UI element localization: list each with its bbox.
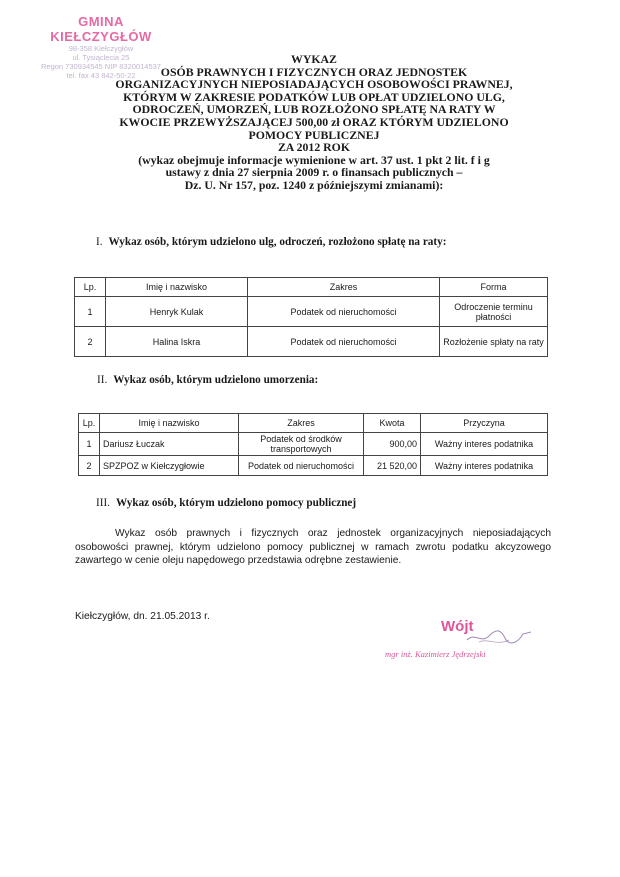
- cell-forma: Odroczenie terminu płatności: [440, 297, 548, 327]
- section-1-heading: [96, 236, 446, 248]
- handwritten-signature-icon: [465, 626, 535, 648]
- cell-lp: 2: [75, 327, 106, 357]
- cell-przyczyna: Ważny interes podatnika: [421, 433, 548, 456]
- title-line: KWOCIE PRZEWYŻSZAJĄCEJ 500,00 zł ORAZ KTÓRYM UDZIELONO: [119, 114, 509, 129]
- relief-table: [74, 277, 548, 357]
- document-title: [70, 53, 558, 192]
- place-date: Kiełczygłów, dn. 21.05.2013 r.: [75, 611, 210, 622]
- cell-kwota: 900,00: [364, 433, 421, 456]
- table-header-row: [79, 414, 548, 433]
- cell-forma: Rozłożenie spłaty na raty: [440, 327, 548, 357]
- cell-name: Halina Iskra: [106, 327, 248, 357]
- section-title: Wykaz osób, którym udzielono umorzenia:: [113, 374, 319, 386]
- section-2-heading: [97, 374, 318, 386]
- cell-name: SPZPOZ w Kiełczygłowie: [100, 456, 239, 476]
- stamp-name: GMINA KIEŁCZYGŁÓW: [50, 14, 152, 44]
- section-3-paragraph: Wykaz osób prawnych i fizycznych oraz jednostek organizacyjnych nieposiadających osobowości prawnej, którym udzielono pomocy publicznej w ramach zwrotu podatku akcyzowego zawartego w cenie oleju napędowego przedstawia odrębne zestawienie.: [75, 528, 551, 566]
- stamp-line: ul. Tysiąclecia 25: [72, 53, 130, 62]
- table-row: [79, 433, 548, 456]
- section-number: I.: [96, 236, 103, 248]
- column-header: Zakres: [239, 414, 364, 433]
- stamp-line: 98-358 Kiełczygłów: [68, 44, 134, 53]
- cell-lp: 2: [79, 456, 100, 476]
- title-line: Dz. U. Nr 157, poz. 1240 z późniejszymi zmianami):: [184, 177, 444, 192]
- title-line: KTÓRYM W ZAKRESIE PODATKÓW LUB OPŁAT UDZIELONO ULG,: [123, 89, 505, 104]
- column-header: Kwota: [364, 414, 421, 433]
- remission-table: [78, 413, 548, 476]
- cell-name: Henryk Kulak: [106, 297, 248, 327]
- table-row: [75, 327, 548, 357]
- column-header: Forma: [440, 278, 548, 297]
- stamp-line: tel. fax 43 842-50-22: [66, 71, 136, 80]
- signature-person: mgr inż. Kazimierz Jędrzejski: [385, 649, 486, 659]
- column-header: Przyczyna: [421, 414, 548, 433]
- column-header: Zakres: [248, 278, 440, 297]
- title-line: POMOCY PUBLICZNEJ: [248, 127, 380, 142]
- section-title: Wykaz osób, którym udzielono ulg, odroczeń, rozłożono spłatę na raty:: [108, 236, 447, 248]
- cell-kwota: 21 520,00: [364, 456, 421, 476]
- cell-zakres: Podatek od nieruchomości: [248, 297, 440, 327]
- column-header: Imię i nazwisko: [100, 414, 239, 433]
- column-header: Imię i nazwisko: [106, 278, 248, 297]
- cell-zakres: Podatek od środków transportowych: [239, 433, 364, 456]
- table-header-row: [75, 278, 548, 297]
- title-line: ustawy z dnia 27 sierpnia 2009 r. o finansach publicznych –: [165, 165, 463, 180]
- cell-lp: 1: [75, 297, 106, 327]
- title-line: OSÓB PRAWNYCH I FIZYCZNYCH ORAZ JEDNOSTEK: [160, 64, 468, 79]
- table-row: [79, 456, 548, 476]
- cell-name: Dariusz Łuczak: [100, 433, 239, 456]
- cell-lp: 1: [79, 433, 100, 456]
- title-line: ZA 2012 ROK: [277, 140, 351, 155]
- cell-przyczyna: Ważny interes podatnika: [421, 456, 548, 476]
- section-3-heading: [96, 497, 356, 509]
- stamp-line: Regon 730934545 NIP 8320014537: [41, 62, 161, 71]
- title-line: ODROCZEŃ, UMORZEŃ, LUB ROZŁOŻONO SPŁATĘ NA RATY W: [132, 102, 496, 117]
- cell-zakres: Podatek od nieruchomości: [248, 327, 440, 357]
- title-line: ORGANIZACYJNYCH NIEPOSIADAJĄCYCH OSOBOWOŚCI PRAWNEJ,: [115, 77, 513, 92]
- column-header: Lp.: [75, 278, 106, 297]
- column-header: Lp.: [79, 414, 100, 433]
- section-title: Wykaz osób, którym udzielono pomocy publicznej: [115, 497, 357, 509]
- title-line: (wykaz obejmuje informacje wymienione w art. 37 ust. 1 pkt 2 lit. f i g: [138, 152, 490, 167]
- table-row: [75, 297, 548, 327]
- section-number: II.: [97, 374, 108, 386]
- signature-role: Wójt: [441, 618, 474, 635]
- section-number: III.: [96, 497, 110, 509]
- cell-zakres: Podatek od nieruchomości: [239, 456, 364, 476]
- title-line: WYKAZ: [291, 52, 337, 66]
